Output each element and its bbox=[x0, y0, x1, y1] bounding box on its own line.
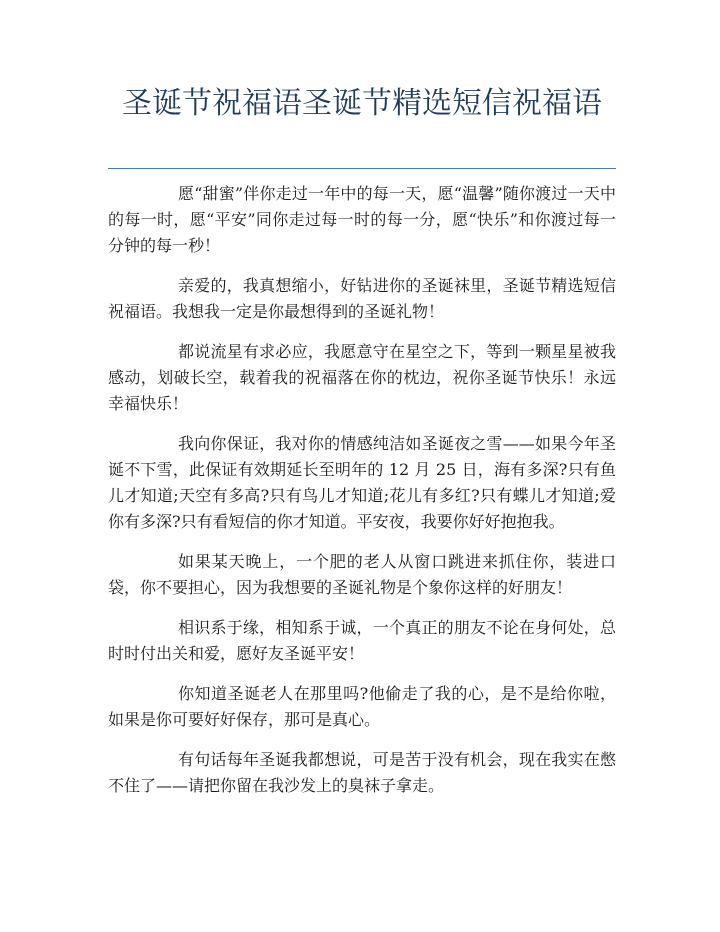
title-divider bbox=[108, 168, 616, 169]
paragraph: 如果某天晚上，一个肥的老人从窗口跳进来抓住你，装进口袋，你不要担心，因为我想要的圣诞礼物是个象你这样的好朋友！ bbox=[108, 552, 616, 597]
paragraph: 我向你保证，我对你的情感纯洁如圣诞夜之雪——如果今年圣诞不下雪，此保证有效期延长至明年的 12 月 25 日，海有多深?只有鱼儿才知道;天空有多高?只有鸟儿才知道;花儿有多红?只有蝶儿才知道;爱你有多深?只有看短信的你才知道。平安夜，我要你好好抱抱我。 bbox=[108, 434, 616, 531]
document-body bbox=[108, 181, 616, 813]
document-title: 圣诞节祝福语圣诞节精选短信祝福语 bbox=[122, 86, 602, 121]
paragraph: 有句话每年圣诞我都想说，可是苦于没有机会，现在我实在憋不住了——请把你留在我沙发上的臭袜子拿走。 bbox=[108, 750, 616, 795]
paragraph: 都说流星有求必应，我愿意守在星空之下，等到一颗星星被我感动，划破长空，载着我的祝福落在你的枕边，祝你圣诞节快乐！永远幸福快乐！ bbox=[108, 342, 616, 413]
paragraph: 相识系于缘，相知系于诚，一个真正的朋友不论在身何处，总时时付出关和爱，愿好友圣诞平安！ bbox=[108, 618, 616, 663]
paragraph: 你知道圣诞老人在那里吗?他偷走了我的心，是不是给你啦，如果是你可要好好保存，那可是真心。 bbox=[108, 684, 616, 729]
title-block bbox=[108, 82, 616, 126]
paragraph: 亲爱的，我真想缩小，好钻进你的圣诞袜里，圣诞节精选短信祝福语。我想我一定是你最想得到的圣诞礼物！ bbox=[108, 276, 616, 321]
paragraph: 愿“甜蜜”伴你走过一年中的每一天，愿“温馨”随你渡过一天中的每一时，愿“平安”同你走过每一时的每一分，愿“快乐”和你渡过每一分钟的每一秒！ bbox=[108, 184, 616, 255]
